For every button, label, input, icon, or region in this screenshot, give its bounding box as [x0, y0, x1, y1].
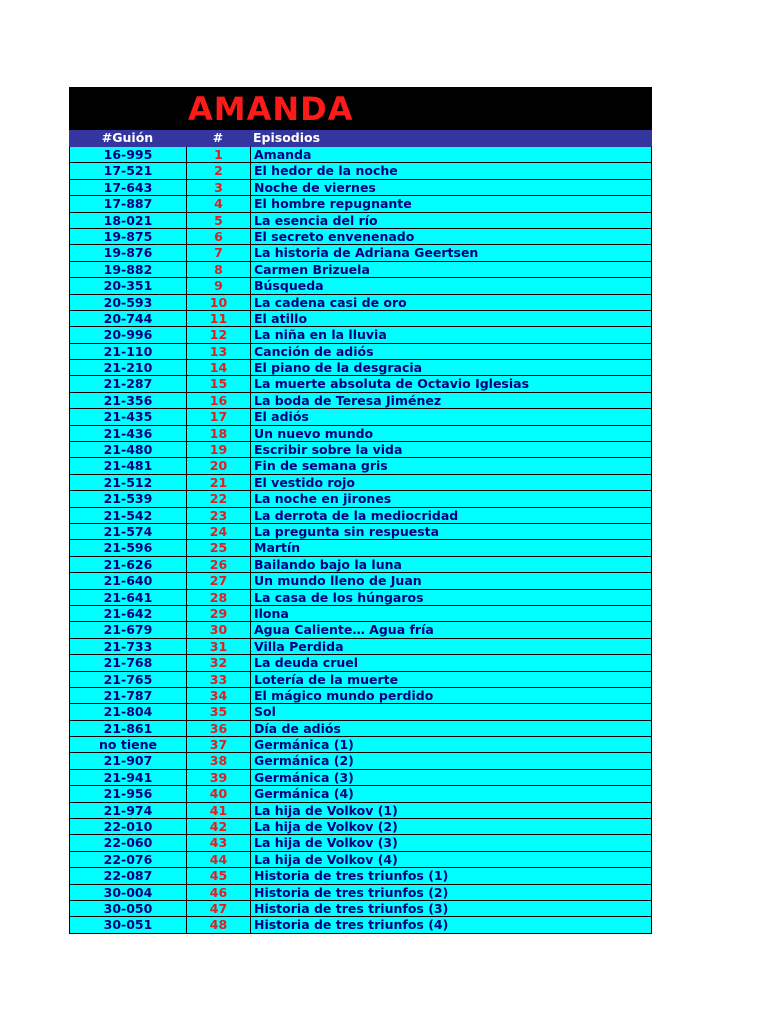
- cell-number[interactable]: 4: [186, 196, 250, 211]
- cell-guion[interactable]: 21-974: [69, 803, 186, 818]
- title-bar: [69, 87, 652, 130]
- cell-number[interactable]: 16: [186, 393, 250, 408]
- cell-episodio[interactable]: Ilona: [250, 606, 652, 621]
- cell-episodio[interactable]: Historia de tres triunfos (4): [250, 917, 652, 932]
- cell-guion[interactable]: 18-021: [69, 213, 186, 228]
- table-row: [69, 737, 652, 753]
- cell-number[interactable]: 35: [186, 704, 250, 719]
- cell-episodio[interactable]: La casa de los húngaros: [250, 590, 652, 605]
- table-row: [69, 557, 652, 573]
- cell-guion[interactable]: 21-765: [69, 672, 186, 687]
- cell-number[interactable]: 14: [186, 360, 250, 375]
- cell-guion[interactable]: 22-076: [69, 852, 186, 867]
- cell-guion[interactable]: 21-596: [69, 540, 186, 555]
- table-row: [69, 344, 652, 360]
- cell-episodio[interactable]: La hija de Volkov (1): [250, 803, 652, 818]
- table-row: [69, 901, 652, 917]
- header-episodios[interactable]: Episodios: [253, 130, 321, 145]
- cell-episodio[interactable]: La hija de Volkov (2): [250, 819, 652, 834]
- table-row: [69, 229, 652, 245]
- table-row: [69, 819, 652, 835]
- cell-episodio[interactable]: El vestido rojo: [250, 475, 652, 490]
- table-body: [69, 147, 652, 934]
- cell-number[interactable]: 30: [186, 622, 250, 637]
- cell-guion[interactable]: 21-641: [69, 590, 186, 605]
- table-row: [69, 688, 652, 704]
- table-row: [69, 278, 652, 294]
- cell-guion[interactable]: 20-996: [69, 327, 186, 342]
- cell-episodio[interactable]: Germánica (4): [250, 786, 652, 801]
- cell-guion[interactable]: 19-882: [69, 262, 186, 277]
- cell-guion[interactable]: 21-436: [69, 426, 186, 441]
- cell-episodio[interactable]: El secreto envenenado: [250, 229, 652, 244]
- cell-number[interactable]: 6: [186, 229, 250, 244]
- table-row: [69, 704, 652, 720]
- cell-number[interactable]: 40: [186, 786, 250, 801]
- table-row: [69, 672, 652, 688]
- cell-guion[interactable]: 19-876: [69, 245, 186, 260]
- cell-guion[interactable]: 20-351: [69, 278, 186, 293]
- table-row: [69, 475, 652, 491]
- cell-number[interactable]: 42: [186, 819, 250, 834]
- cell-guion[interactable]: 17-643: [69, 180, 186, 195]
- table-row: [69, 180, 652, 196]
- cell-guion[interactable]: 30-004: [69, 885, 186, 900]
- cell-guion[interactable]: 21-804: [69, 704, 186, 719]
- cell-episodio[interactable]: Germánica (2): [250, 753, 652, 768]
- table-row: [69, 885, 652, 901]
- cell-guion[interactable]: 21-539: [69, 491, 186, 506]
- cell-number[interactable]: 7: [186, 245, 250, 260]
- table-row: [69, 917, 652, 933]
- cell-number[interactable]: 26: [186, 557, 250, 572]
- cell-number[interactable]: 21: [186, 475, 250, 490]
- cell-guion[interactable]: 30-051: [69, 917, 186, 932]
- cell-guion[interactable]: 21-787: [69, 688, 186, 703]
- cell-episodio[interactable]: La esencia del río: [250, 213, 652, 228]
- cell-number[interactable]: 25: [186, 540, 250, 555]
- cell-episodio[interactable]: Un nuevo mundo: [250, 426, 652, 441]
- table-row: [69, 540, 652, 556]
- table-row: [69, 458, 652, 474]
- cell-number[interactable]: 37: [186, 737, 250, 752]
- cell-number[interactable]: 23: [186, 508, 250, 523]
- cell-number[interactable]: 11: [186, 311, 250, 326]
- cell-guion[interactable]: 21-956: [69, 786, 186, 801]
- cell-guion[interactable]: 19-875: [69, 229, 186, 244]
- cell-guion[interactable]: 21-574: [69, 524, 186, 539]
- cell-guion[interactable]: 21-642: [69, 606, 186, 621]
- table-row: [69, 213, 652, 229]
- cell-guion[interactable]: 21-768: [69, 655, 186, 670]
- table-row: [69, 639, 652, 655]
- cell-episodio[interactable]: Búsqueda: [250, 278, 652, 293]
- cell-number[interactable]: 22: [186, 491, 250, 506]
- cell-guion[interactable]: 21-626: [69, 557, 186, 572]
- cell-number[interactable]: 13: [186, 344, 250, 359]
- table-row: [69, 311, 652, 327]
- sheet-title: AMANDA: [188, 90, 354, 128]
- cell-guion[interactable]: 21-941: [69, 770, 186, 785]
- cell-episodio[interactable]: Martín: [250, 540, 652, 555]
- cell-number[interactable]: 10: [186, 295, 250, 310]
- cell-guion[interactable]: 22-060: [69, 835, 186, 850]
- cell-guion[interactable]: 30-050: [69, 901, 186, 916]
- cell-number[interactable]: 41: [186, 803, 250, 818]
- table-row: [69, 590, 652, 606]
- cell-number[interactable]: 31: [186, 639, 250, 654]
- cell-number[interactable]: 12: [186, 327, 250, 342]
- table-row: [69, 852, 652, 868]
- cell-episodio[interactable]: Germánica (3): [250, 770, 652, 785]
- cell-episodio[interactable]: La pregunta sin respuesta: [250, 524, 652, 539]
- cell-number[interactable]: 27: [186, 573, 250, 588]
- cell-number[interactable]: 36: [186, 721, 250, 736]
- cell-guion[interactable]: 20-744: [69, 311, 186, 326]
- cell-guion[interactable]: 21-907: [69, 753, 186, 768]
- cell-number[interactable]: 15: [186, 376, 250, 391]
- cell-episodio[interactable]: La historia de Adriana Geertsen: [250, 245, 652, 260]
- cell-episodio[interactable]: El mágico mundo perdido: [250, 688, 652, 703]
- table-row: [69, 491, 652, 507]
- table-row: [69, 196, 652, 212]
- cell-guion[interactable]: 21-542: [69, 508, 186, 523]
- table-row: [69, 426, 652, 442]
- cell-episodio[interactable]: El atillo: [250, 311, 652, 326]
- table-row: [69, 655, 652, 671]
- table-row: [69, 147, 652, 163]
- cell-episodio[interactable]: El piano de la desgracia: [250, 360, 652, 375]
- cell-guion[interactable]: 22-010: [69, 819, 186, 834]
- table-row: [69, 573, 652, 589]
- cell-guion[interactable]: 21-210: [69, 360, 186, 375]
- table-row: [69, 508, 652, 524]
- cell-guion[interactable]: 21-512: [69, 475, 186, 490]
- cell-guion[interactable]: 21-679: [69, 622, 186, 637]
- table-row: [69, 245, 652, 261]
- cell-number[interactable]: 43: [186, 835, 250, 850]
- table-row: [69, 786, 652, 802]
- cell-guion[interactable]: no tiene: [69, 737, 186, 752]
- cell-episodio[interactable]: La muerte absoluta de Octavio Iglesias: [250, 376, 652, 391]
- cell-guion[interactable]: 21-435: [69, 409, 186, 424]
- cell-number[interactable]: 46: [186, 885, 250, 900]
- cell-guion[interactable]: 21-287: [69, 376, 186, 391]
- cell-guion[interactable]: 21-356: [69, 393, 186, 408]
- cell-episodio[interactable]: Un mundo lleno de Juan: [250, 573, 652, 588]
- table-row: [69, 753, 652, 769]
- cell-episodio[interactable]: La boda de Teresa Jiménez: [250, 393, 652, 408]
- table-row: [69, 295, 652, 311]
- table-row: [69, 606, 652, 622]
- cell-number[interactable]: 9: [186, 278, 250, 293]
- cell-number[interactable]: 20: [186, 458, 250, 473]
- cell-episodio[interactable]: Germánica (1): [250, 737, 652, 752]
- header-number[interactable]: #: [212, 130, 224, 145]
- cell-episodio[interactable]: Bailando bajo la luna: [250, 557, 652, 572]
- cell-episodio[interactable]: Agua Caliente… Agua fría: [250, 622, 652, 637]
- cell-episodio[interactable]: El hombre repugnante: [250, 196, 652, 211]
- cell-episodio[interactable]: Amanda: [250, 147, 652, 162]
- cell-episodio[interactable]: La deuda cruel: [250, 655, 652, 670]
- table-row: [69, 721, 652, 737]
- cell-episodio[interactable]: Villa Perdida: [250, 639, 652, 654]
- cell-episodio[interactable]: El adiós: [250, 409, 652, 424]
- cell-episodio[interactable]: La niña en la lluvia: [250, 327, 652, 342]
- cell-episodio[interactable]: Fin de semana gris: [250, 458, 652, 473]
- cell-episodio[interactable]: Día de adiós: [250, 721, 652, 736]
- cell-number[interactable]: 33: [186, 672, 250, 687]
- cell-number[interactable]: 44: [186, 852, 250, 867]
- table-row: [69, 442, 652, 458]
- table-row: [69, 360, 652, 376]
- table-row: [69, 622, 652, 638]
- cell-episodio[interactable]: Noche de viernes: [250, 180, 652, 195]
- cell-episodio[interactable]: La derrota de la mediocridad: [250, 508, 652, 523]
- table-row: [69, 770, 652, 786]
- cell-guion[interactable]: 22-087: [69, 868, 186, 883]
- cell-number[interactable]: 47: [186, 901, 250, 916]
- cell-guion[interactable]: 21-110: [69, 344, 186, 359]
- cell-episodio[interactable]: El hedor de la noche: [250, 163, 652, 178]
- cell-episodio[interactable]: Sol: [250, 704, 652, 719]
- cell-guion[interactable]: 17-521: [69, 163, 186, 178]
- cell-guion[interactable]: 21-861: [69, 721, 186, 736]
- table-row: [69, 835, 652, 851]
- cell-episodio[interactable]: Canción de adiós: [250, 344, 652, 359]
- header-row: [69, 130, 652, 147]
- cell-episodio[interactable]: La cadena casi de oro: [250, 295, 652, 310]
- cell-guion[interactable]: 17-887: [69, 196, 186, 211]
- cell-number[interactable]: 19: [186, 442, 250, 457]
- spreadsheet: [69, 87, 652, 934]
- cell-number[interactable]: 18: [186, 426, 250, 441]
- header-guion[interactable]: #Guión: [101, 130, 154, 145]
- table-row: [69, 393, 652, 409]
- cell-number[interactable]: 32: [186, 655, 250, 670]
- cell-episodio[interactable]: La hija de Volkov (4): [250, 852, 652, 867]
- cell-guion[interactable]: 21-480: [69, 442, 186, 457]
- table-row: [69, 409, 652, 425]
- cell-number[interactable]: 1: [186, 147, 250, 162]
- cell-number[interactable]: 48: [186, 917, 250, 932]
- cell-number[interactable]: 29: [186, 606, 250, 621]
- cell-number[interactable]: 34: [186, 688, 250, 703]
- cell-number[interactable]: 24: [186, 524, 250, 539]
- cell-number[interactable]: 45: [186, 868, 250, 883]
- table-row: [69, 376, 652, 392]
- cell-guion[interactable]: 21-640: [69, 573, 186, 588]
- cell-episodio[interactable]: La noche en jirones: [250, 491, 652, 506]
- cell-episodio[interactable]: Carmen Brizuela: [250, 262, 652, 277]
- cell-number[interactable]: 39: [186, 770, 250, 785]
- table-row: [69, 524, 652, 540]
- cell-number[interactable]: 38: [186, 753, 250, 768]
- cell-episodio[interactable]: Historia de tres triunfos (3): [250, 901, 652, 916]
- cell-episodio[interactable]: Lotería de la muerte: [250, 672, 652, 687]
- cell-number[interactable]: 17: [186, 409, 250, 424]
- table-row: [69, 327, 652, 343]
- table-row: [69, 163, 652, 179]
- cell-guion[interactable]: 21-481: [69, 458, 186, 473]
- table-row: [69, 803, 652, 819]
- cell-guion[interactable]: 20-593: [69, 295, 186, 310]
- cell-episodio[interactable]: La hija de Volkov (3): [250, 835, 652, 850]
- cell-number[interactable]: 8: [186, 262, 250, 277]
- cell-number[interactable]: 28: [186, 590, 250, 605]
- table-row: [69, 262, 652, 278]
- cell-episodio[interactable]: Historia de tres triunfos (2): [250, 885, 652, 900]
- cell-episodio[interactable]: Escribir sobre la vida: [250, 442, 652, 457]
- cell-number[interactable]: 5: [186, 213, 250, 228]
- cell-number[interactable]: 3: [186, 180, 250, 195]
- cell-number[interactable]: 2: [186, 163, 250, 178]
- cell-episodio[interactable]: Historia de tres triunfos (1): [250, 868, 652, 883]
- table-row: [69, 868, 652, 884]
- cell-guion[interactable]: 21-733: [69, 639, 186, 654]
- cell-guion[interactable]: 16-995: [69, 147, 186, 162]
